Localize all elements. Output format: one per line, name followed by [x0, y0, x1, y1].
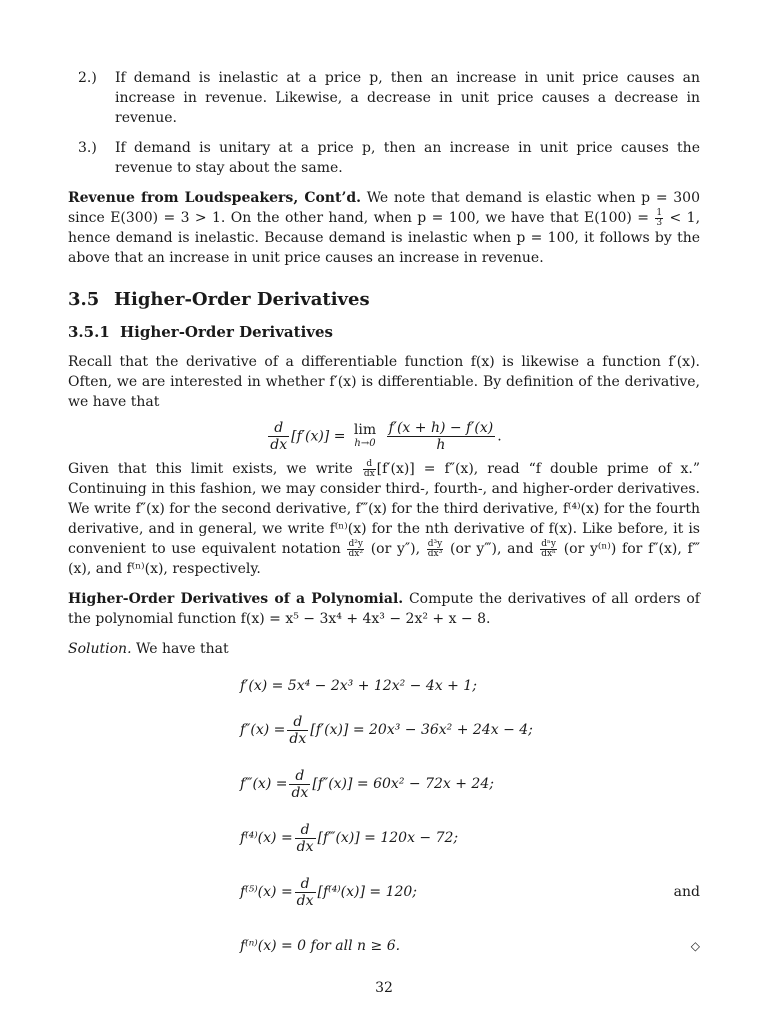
nth-derivative-notation: dⁿy dxⁿ [541, 538, 556, 559]
derivative-5: f⁽⁵⁾(x) = $\frac{d}{dx}$ [f⁽⁴⁾(x)] = 120; and [240, 875, 700, 909]
derivative-4: f⁽⁴⁾(x) = $\frac{d}{dx}$ [f‴(x)] = 120x − 72; [240, 821, 459, 855]
subsection-title: Higher-Order Derivatives [120, 323, 333, 341]
example-paragraph [68, 589, 700, 629]
subsection-heading [68, 322, 700, 342]
list-item-3 [78, 138, 700, 178]
revenue-run-in: Revenue from Loudspeakers, Cont’d. [68, 190, 361, 206]
section-heading [68, 290, 700, 310]
derivative-3: f‴(x) = $\frac{d}{dx}$ [f″(x)] = 60x² − 72x + 24; [240, 767, 494, 801]
d-dx-fraction: $\frac{d}{dx}$ [296, 821, 314, 855]
limit-operator: lim h→0 [353, 421, 377, 449]
and-label: and [673, 884, 700, 900]
one-third-fraction: $\frac{1}{3}$ [656, 207, 663, 228]
list-text: If demand is unitary at a price p, then an increase in unit price causes the revenue to stay about the same. [115, 140, 700, 176]
d-dx-fraction: $\frac{d}{dx}$ [270, 420, 288, 453]
page-number: 32 [375, 980, 393, 996]
d-dx-fraction: $\frac{d}{dx}$ [291, 767, 309, 801]
example-text: Compute the derivatives of all orders of the polynomial function f(x) = x⁵ − 3x⁴ + 4x³ − 2x² + x − 8. [68, 591, 700, 627]
limit-equation: $\frac{d}{dx}$ [f′(x)] = lim h→0 $\frac{f'(x + h) - f'(x)}{h}$ . [270, 420, 502, 453]
page-content [68, 68, 700, 973]
given-paragraph: Given that this limit exists, we write $\frac{d}{dx}$ [f′(x)] = f″(x), read “f double prime of x.” Continuing in this fashion, we may consider third-, fourth-, and higher-order derivatives. We write f″(x) for the second derivative, f‴(x) for the third derivative, f⁽⁴⁾(x) for the fourth derivative, and in general, we write f⁽ⁿ⁾(x) for the nth derivative of f(x). Like before, it is convenient to use equivalent notation $\frac{\text{d²y}}{\text{dx²}}$ (or y″), $\frac{\text{d³y}}{\text{dx³}}$ (or y‴), and dⁿy dxⁿ (or y⁽ⁿ⁾) for f″(x), f‴(x), and f⁽ⁿ⁾(x), respectively. [68, 458, 701, 577]
derivative-n: f⁽ⁿ⁾(x) = 0 for all n ≥ 6. ◇ [240, 938, 700, 954]
d-dx-fraction: $\frac{d}{dx}$ [296, 875, 314, 909]
solution-paragraph [68, 639, 700, 659]
section-number: 3.5 [68, 289, 100, 310]
third-derivative-notation: $\frac{\text{d³y}}{\text{dx³}}$ [427, 538, 443, 559]
second-derivative-notation: $\frac{\text{d²y}}{\text{dx²}}$ [348, 538, 363, 559]
list-number: 2.) [78, 70, 97, 86]
d-dx-fraction: $\frac{d}{dx}$ [289, 713, 307, 747]
revenue-paragraph [68, 188, 700, 268]
revenue-text-b: < 1, hence demand is inelastic. Because demand is inelastic when p = 100, it follows by the above that an increase in unit price causes an increase in revenue. [68, 210, 701, 266]
list-number: 3.) [78, 140, 97, 156]
d-dx-inline: $\frac{d}{dx}$ [363, 458, 375, 479]
limit-lhs: [f′(x)] = [291, 428, 346, 445]
list-text: If demand is inelastic at a price p, then an increase in unit price causes an increase in revenue. Likewise, a decrease in unit price causes a decrease in revenue. [115, 70, 700, 126]
intro-paragraph: Recall that the derivative of a differentiable function f(x) is likewise a function f′(x). Often, we are interested in whether f′(x) is differentiable. By definition of the derivative, we have that [68, 354, 700, 410]
subsection-number: 3.5.1 [68, 323, 110, 341]
derivative-1: f′(x) = 5x⁴ − 2x³ + 12x² − 4x + 1; [240, 678, 477, 694]
solution-label: Solution. [68, 641, 132, 657]
section-title: Higher-Order Derivatives [114, 289, 370, 310]
end-of-proof-icon: ◇ [690, 939, 700, 953]
difference-quotient: $\frac{f'(x + h) - f'(x)}{h}$ [388, 420, 494, 453]
revenue-text-a: We note that demand is elastic when p = 300 since E(300) = 3 > 1. On the other hand, when p = 100, we have that E(100) = [68, 190, 700, 226]
list-item-2 [78, 68, 700, 128]
solution-text: We have that [135, 641, 229, 657]
derivative-2: f″(x) = $\frac{d}{dx}$ [f′(x)] = 20x³ − 36x² + 24x − 4; [240, 713, 533, 747]
example-run-in: Higher-Order Derivatives of a Polynomial. [68, 591, 404, 607]
